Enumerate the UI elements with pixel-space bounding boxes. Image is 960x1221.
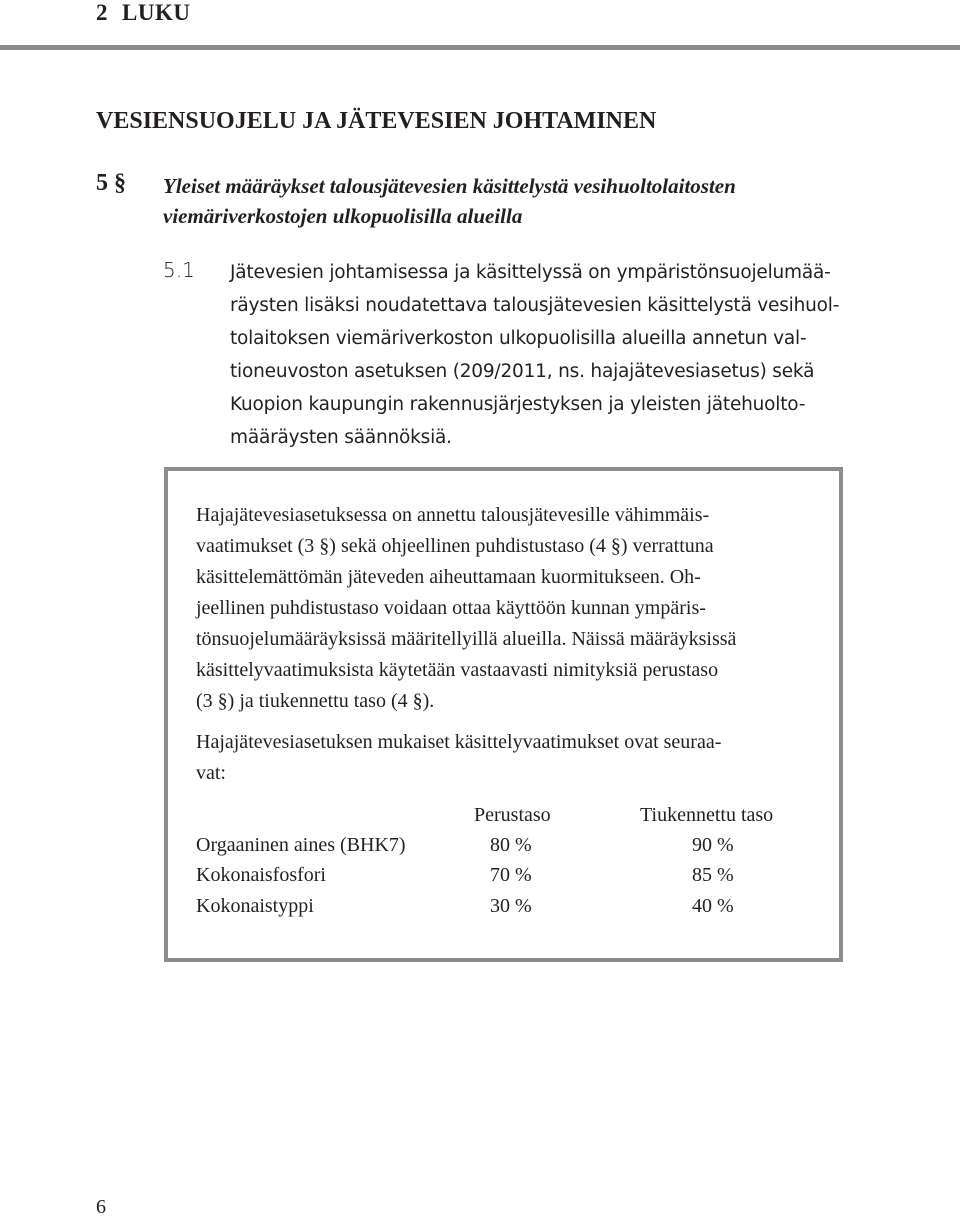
table-row-label: Kokonaistyppi xyxy=(196,895,314,917)
paragraph-line: räysten lisäksi noudatettava talousjätevesien käsittelystä vesihuol- xyxy=(230,295,840,316)
paragraph-line: Jätevesien johtamisessa ja käsittelyssä on ympäristönsuojelumää- xyxy=(230,262,831,283)
table-cell-strict: 90 % xyxy=(692,834,734,856)
info-box-paragraph xyxy=(196,500,814,717)
paragraph-line: määräysten säännöksiä. xyxy=(230,427,452,448)
chapter-word: LUKU xyxy=(122,0,191,25)
chapter-number: 2 xyxy=(96,0,108,25)
paragraph-line: tioneuvoston asetuksen (209/2011, ns. hajajätevesiasetus) sekä xyxy=(230,361,815,382)
table-cell-basic: 70 % xyxy=(490,864,532,886)
info-box-requirements-intro xyxy=(196,727,814,789)
table-header-basic: Perustaso xyxy=(474,804,551,826)
info-line: vat: xyxy=(196,762,226,784)
table-cell-strict: 40 % xyxy=(692,895,734,917)
paragraph-body-cont xyxy=(230,388,850,454)
main-heading: VESIENSUOJELU JA JÄTEVESIEN JOHTAMINEN xyxy=(96,108,657,134)
info-line: käsittelyvaatimuksista käytetään vastaavasti nimityksiä perustaso xyxy=(196,659,719,681)
chapter-label xyxy=(96,0,204,26)
info-line: vaatimukset (3 §) sekä ohjeellinen puhdistustaso (4 §) verrattuna xyxy=(196,535,714,557)
section-title-line: viemäriverkostojen ulkopuolisilla alueilla xyxy=(163,204,523,228)
section-title xyxy=(163,171,863,231)
info-line: tönsuojelumääräyksissä määritellyillä alueilla. Näissä määräyksissä xyxy=(196,628,737,650)
paragraph-line: Kuopion kaupungin rakennusjärjestyksen ja yleisten jätehuolto- xyxy=(230,394,806,415)
paragraph-body xyxy=(230,256,845,388)
section-number: 5 § xyxy=(96,170,126,196)
table-cell-basic: 30 % xyxy=(490,895,532,917)
table-row-label: Orgaaninen aines (BHK7) xyxy=(196,834,406,856)
table-row-label: Kokonaisfosfori xyxy=(196,864,326,886)
paragraph-number: 5.1 xyxy=(163,258,195,282)
info-line: Hajajätevesiasetuksen mukaiset käsittelyvaatimukset ovat seuraa- xyxy=(196,731,722,753)
table-header-strict: Tiukennettu taso xyxy=(640,804,774,826)
table-cell-strict: 85 % xyxy=(692,864,734,886)
info-line: Hajajätevesiasetuksessa on annettu talousjätevesille vähimmäis- xyxy=(196,504,710,526)
page-number: 6 xyxy=(96,1196,106,1218)
paragraph-line: tolaitoksen viemäriverkoston ulkopuolisilla alueilla annetun val- xyxy=(230,328,807,349)
info-line: jeellinen puhdistustaso voidaan ottaa käyttöön kunnan ympäris- xyxy=(196,597,706,619)
table-cell-basic: 80 % xyxy=(490,834,532,856)
info-line: käsittelemättömän jäteveden aiheuttamaan kuormitukseen. Oh- xyxy=(196,566,701,588)
info-line: (3 §) ja tiukennettu taso (4 §). xyxy=(196,690,435,712)
section-title-line: Yleiset määräykset talousjätevesien käsittelystä vesihuoltolaitosten xyxy=(163,174,736,198)
